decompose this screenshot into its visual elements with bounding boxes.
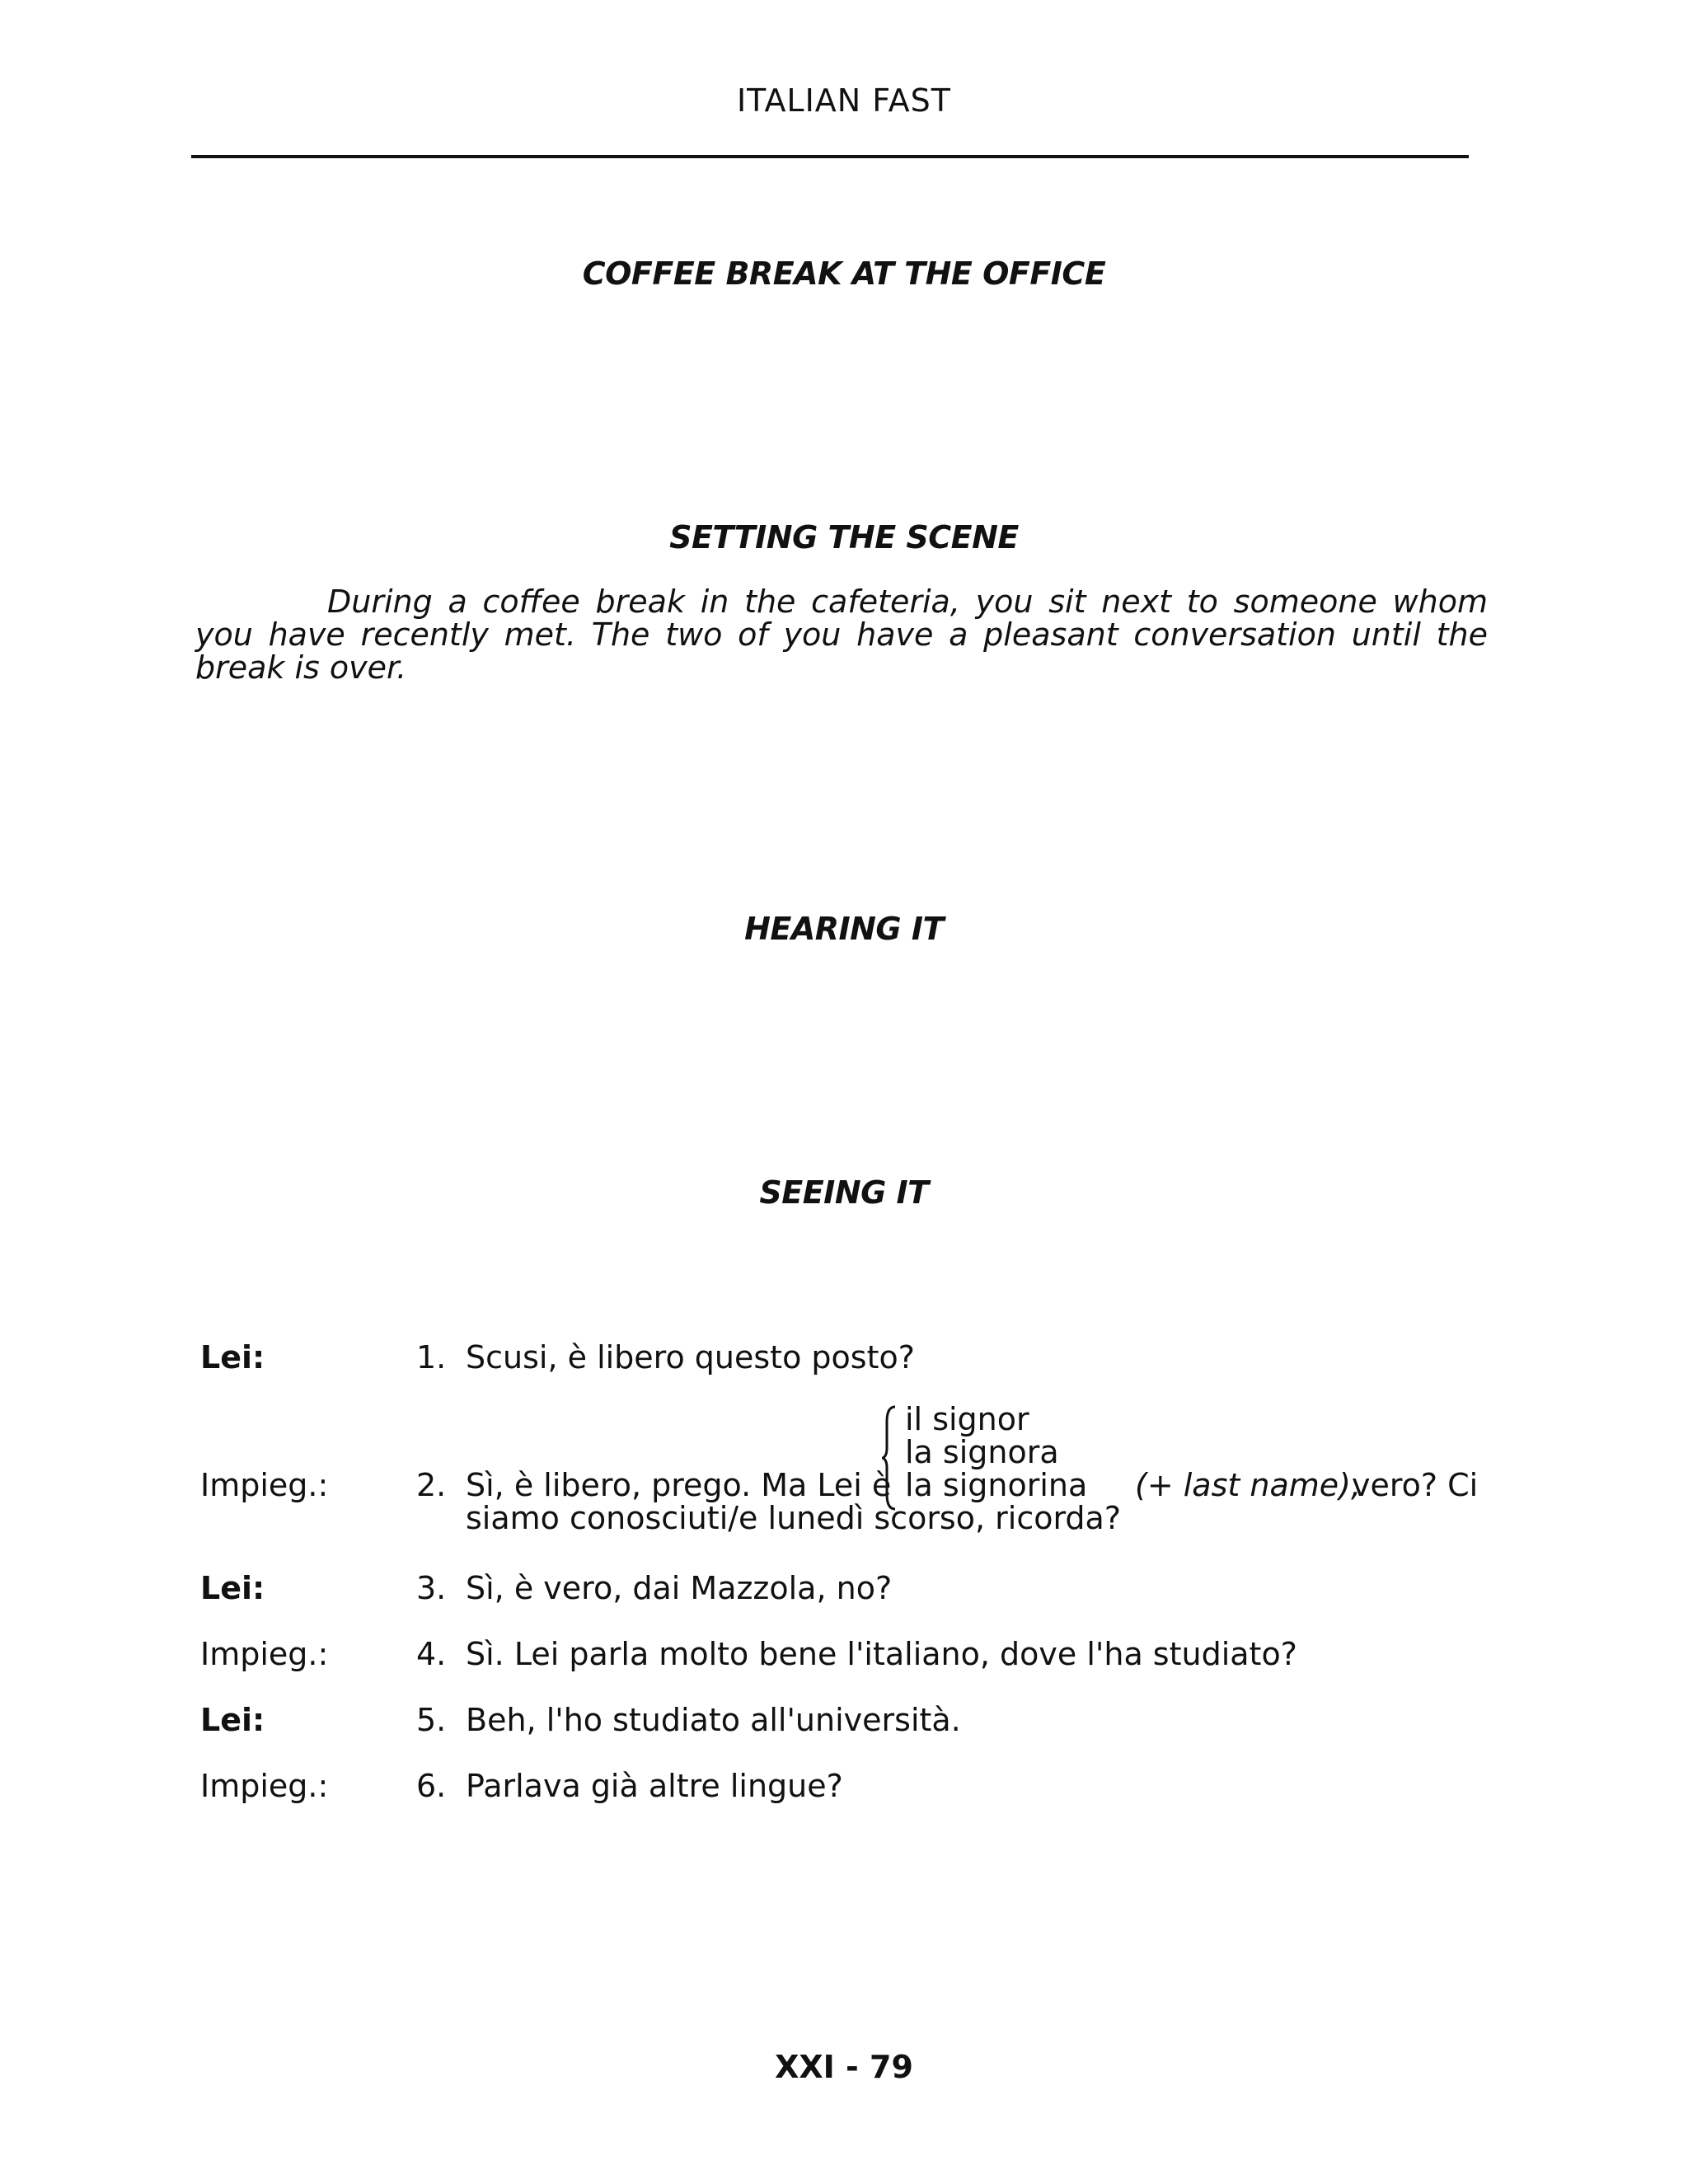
dialogue-text-start: Sì, è libero, prego. Ma Lei è — [466, 1467, 892, 1503]
dialogue-text: Beh, l'ho studiato all'università. — [466, 1702, 961, 1738]
line-number: 5. — [416, 1702, 447, 1738]
hearing-it-heading: HEARING IT — [744, 911, 944, 947]
page-number: XXI - 79 — [775, 2049, 913, 2085]
dialogue-text: Scusi, è libero questo posto? — [466, 1339, 915, 1376]
speaker-label: Impieg.: — [200, 1636, 329, 1672]
line-number: 6. — [416, 1768, 447, 1804]
speaker-label: Impieg.: — [200, 1467, 329, 1503]
line-number: 3. — [416, 1570, 447, 1606]
option-la-signorina: la signorina — [905, 1467, 1088, 1503]
dialogue-text: Sì. Lei parla molto bene l'italiano, dove l'ha studiato? — [466, 1636, 1297, 1672]
line-number: 2. — [416, 1467, 447, 1503]
dialogue-text: Parlava già altre lingue? — [466, 1768, 843, 1804]
scene-paragraph — [195, 585, 1488, 684]
setting-the-scene-heading: SETTING THE SCENE — [669, 519, 1019, 555]
speaker-label: Lei: — [200, 1570, 265, 1606]
speaker-label: Impieg.: — [200, 1768, 329, 1804]
line-number: 1. — [416, 1339, 447, 1376]
dialogue-text-end: vero? Ci — [1352, 1467, 1479, 1503]
section-title: COFFEE BREAK AT THE OFFICE — [582, 255, 1106, 292]
dialogue-note: (+ last name), — [1135, 1467, 1362, 1503]
speaker-label: Lei: — [200, 1702, 265, 1738]
dialogue-text-continued: siamo conosciuti/e lunedì scorso, ricorda? — [466, 1500, 1121, 1536]
running-header: ITALIAN FAST — [736, 82, 952, 119]
seeing-it-heading: SEEING IT — [759, 1174, 929, 1211]
scene-text: During a coffee break in the cafeteria, you sit next to someone whom you have recently met. The two of you have a pleasant conversation until the break is over. — [195, 583, 1488, 686]
option-la-signora: la signora — [905, 1434, 1059, 1470]
dialogue-text: Sì, è vero, dai Mazzola, no? — [466, 1570, 893, 1606]
speaker-label: Lei: — [200, 1339, 265, 1376]
line-number: 4. — [416, 1636, 447, 1672]
header-rule — [191, 155, 1469, 158]
option-il-signor: il signor — [905, 1401, 1029, 1437]
